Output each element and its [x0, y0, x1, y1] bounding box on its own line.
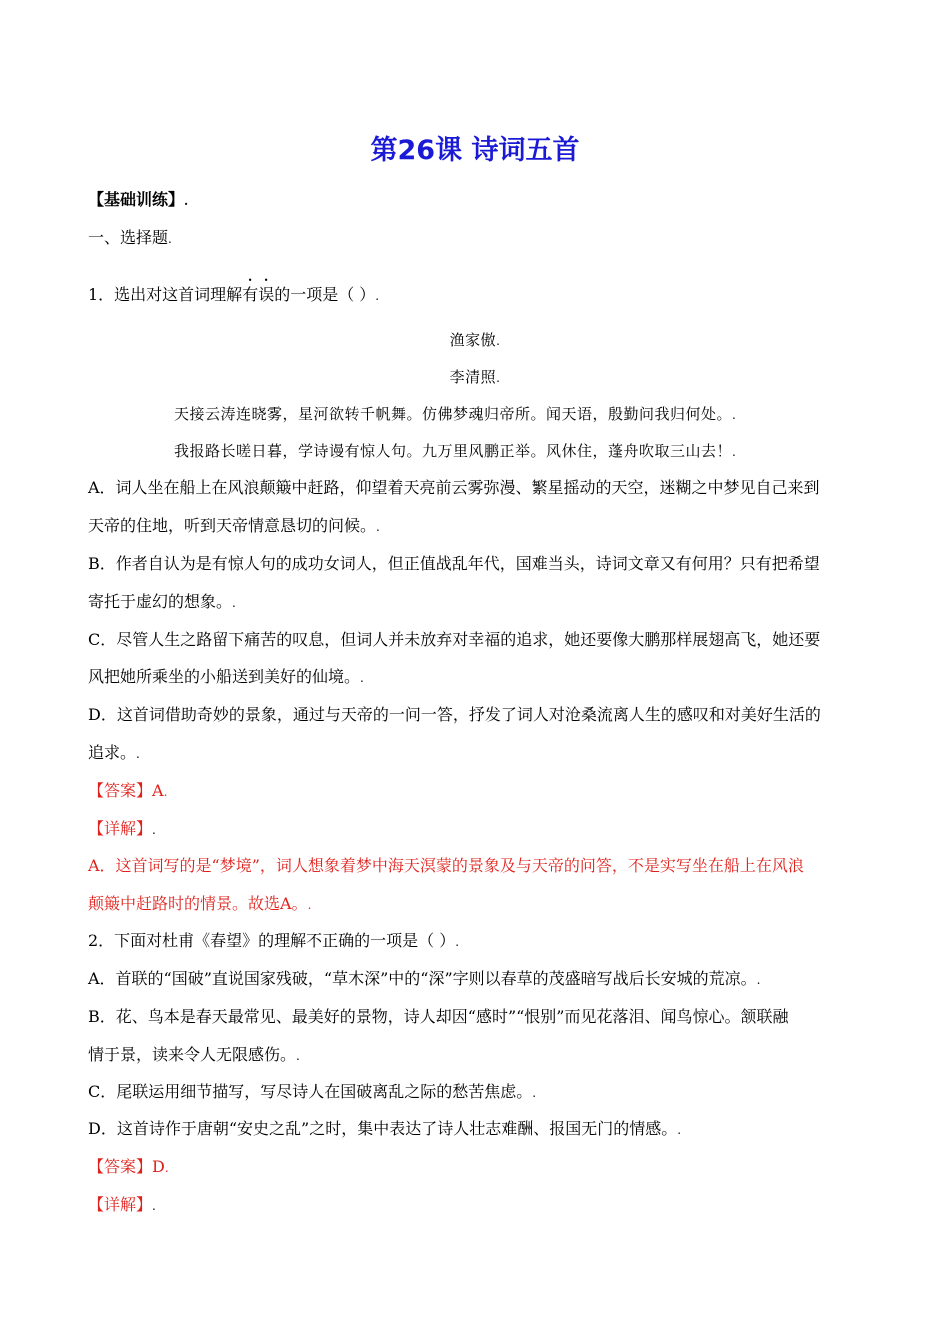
- q1-answer-value: A: [152, 781, 164, 800]
- q1-option-c-line-2: 风把她所乘坐的小船送到美好的仙境。.: [88, 667, 364, 686]
- section-heading: 【基础训练】.: [88, 190, 189, 209]
- q2-option-a: A．首联的“国破”直说国家残破，“草木深”中的“深”字则以春草的茂盛暗写战后长安城的荒凉。.: [88, 969, 761, 988]
- part-heading: 一、选择题.: [88, 228, 172, 247]
- q2-answer: 【答案】D.: [88, 1157, 169, 1176]
- q2-option-c: C．尾联运用细节描写，写尽诗人在国破离乱之际的愁苦焦虑。.: [88, 1082, 537, 1101]
- page-title: 第26课 诗词五首: [370, 135, 580, 166]
- q1-option-b-line-2: 寄托于虚幻的想象。.: [88, 592, 236, 611]
- emphasized-text: 有误: [242, 285, 275, 304]
- q2-answer-value: D: [152, 1157, 165, 1176]
- q2-detail-label: 【详解】.: [88, 1195, 156, 1214]
- q1-answer: 【答案】A.: [88, 781, 168, 800]
- q2-option-d: D．这首诗作于唐朝“安史之乱”之时，集中表达了诗人壮志难酬、报国无门的情感。.: [88, 1119, 682, 1138]
- poem-line-2: 我报路长嗟日暮，学诗谩有惊人句。九万里风鹏正举。风休住，蓬舟吹取三山去！.: [174, 442, 737, 460]
- q2-option-b-line-1: B．花、鸟本是春天最常见、最美好的景物，诗人却因“感时”“恨别”而见花落泪、闻鸟惊心。颔联融: [88, 1007, 789, 1026]
- q1-option-d-line-1: D．这首词借助奇妙的景象，通过与天帝的一问一答，抒发了词人对沧桑流离人生的感叹和对美好生活的: [88, 705, 821, 724]
- poem-title: 渔家傲.: [449, 331, 501, 349]
- poem-line-1: 天接云涛连晓雾，星河欲转千帆舞。仿佛梦魂归帝所。闻天语，殷勤问我归何处。.: [174, 405, 737, 423]
- question-2-stem: 2．下面对杜甫《春望》的理解不正确的一项是（ ）.: [88, 931, 460, 950]
- q1-detail-line-2: 颠簸中赶路时的情景。故选A。.: [88, 894, 312, 913]
- q1-option-d-line-2: 追求。.: [88, 743, 140, 762]
- q2-option-b-line-2: 情于景，读来令人无限感伤。.: [88, 1045, 300, 1064]
- q1-option-b-line-1: B．作者自认为是有惊人句的成功女词人，但正值战乱年代，国难当头，诗词文章又有何用？只有把希望: [88, 554, 820, 573]
- q1-detail-label: 【详解】.: [88, 819, 156, 838]
- q1-detail-line-1: A．这首词写的是“梦境”，词人想象着梦中海天溟蒙的景象及与天帝的问答，不是实写坐在船上在风浪: [88, 856, 804, 875]
- q1-option-a-line-2: 天帝的住地，听到天帝情意恳切的问候。.: [88, 516, 380, 535]
- q1-option-c-line-1: C．尽管人生之路留下痛苦的叹息，但词人并未放弃对幸福的追求，她还要像大鹏那样展翅高飞，她还要: [88, 630, 821, 649]
- poem-author: 李清照.: [449, 368, 501, 386]
- question-1-stem: 1．选出对这首词理解有误的一项是（ ）.: [88, 285, 380, 304]
- q1-option-a-line-1: A．词人坐在船上在风浪颠簸中赶路，仰望着天亮前云雾弥漫、繁星摇动的天空，迷糊之中梦见自己来到: [88, 478, 820, 497]
